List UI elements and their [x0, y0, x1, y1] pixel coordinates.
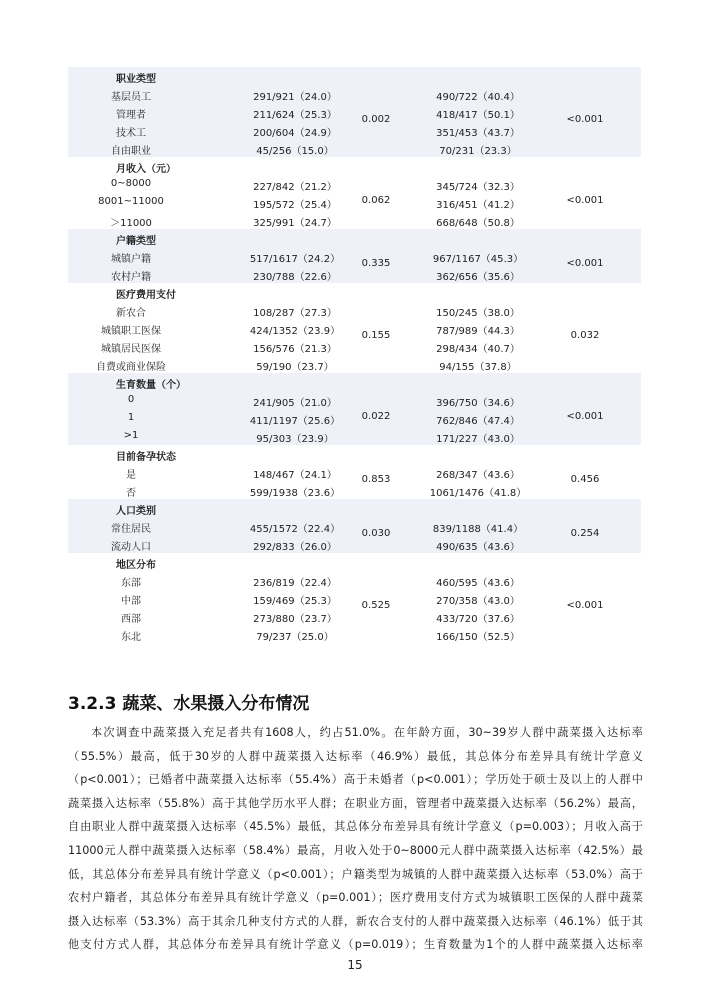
row-label: 技术工 — [116, 128, 146, 139]
row-label: 东北 — [121, 632, 141, 643]
row-label: 自费或商业保险 — [96, 362, 166, 373]
cell-ratio-2: 762/846（47.4） — [436, 416, 520, 427]
cell-ratio-1: 59/190（23.7） — [256, 362, 334, 373]
row-label: 0~8000 — [110, 178, 152, 189]
row-label: 中部 — [121, 596, 141, 607]
row-label: 是 — [126, 470, 136, 481]
group-title: 人口类别 — [116, 506, 156, 517]
p-value-1: 0.335 — [361, 258, 391, 269]
group-title: 地区分布 — [116, 560, 156, 571]
row-label: 农村户籍 — [111, 272, 151, 283]
cell-ratio-2: 150/245（38.0） — [436, 308, 520, 319]
cell-ratio-1: 325/991（24.7） — [253, 218, 337, 229]
row-label: 管理者 — [116, 110, 146, 121]
table-row — [68, 301, 641, 319]
table-row — [68, 175, 641, 193]
p-value-2: 0.032 — [570, 330, 600, 341]
paragraph-line: 低，其总体分布差异具有统计学意义（p<0.001）；户籍类型为城镇的人群中蔬菜摄入达标率（53.0%）高于 — [68, 867, 643, 881]
group-title: 生育数量（个） — [116, 380, 186, 391]
row-label: 流动人口 — [111, 542, 151, 553]
row-label: 基层员工 — [111, 92, 151, 103]
table-group — [68, 157, 641, 229]
cell-ratio-1: 45/256（15.0） — [256, 146, 334, 157]
paragraph-line: （p<0.001）；已婚者中蔬菜摄入达标率（55.4%）高于未婚者（p<0.001）；学历处于硕士及以上的人群中 — [68, 773, 643, 787]
table-group — [68, 373, 641, 445]
cell-ratio-2: 70/231（23.3） — [439, 146, 517, 157]
cell-ratio-1: 108/287（27.3） — [253, 308, 337, 319]
row-label: 东部 — [121, 578, 141, 589]
table-group — [68, 445, 641, 499]
p-value-2: <0.001 — [566, 411, 604, 422]
row-label: 城镇居民医保 — [101, 344, 161, 355]
cell-ratio-2: 967/1167（45.3） — [432, 254, 524, 265]
p-value-2: <0.001 — [566, 600, 604, 611]
group-title: 户籍类型 — [116, 236, 156, 247]
table-row — [68, 139, 641, 157]
row-label: 0 — [127, 394, 135, 405]
paragraph-line: 蔬菜摄入达标率（55.8%）高于其他学历水平人群；在职业方面，管理者中蔬菜摄入达标率（56.2%）最高， — [68, 796, 643, 810]
cell-ratio-1: 227/842（21.2） — [253, 182, 337, 193]
table-row — [68, 211, 641, 229]
cell-ratio-1: 200/604（24.9） — [253, 128, 337, 139]
row-label: >1 — [123, 430, 139, 441]
cell-ratio-2: 94/155（37.8） — [439, 362, 517, 373]
page-number: 15 — [347, 958, 363, 972]
p-value-1: 0.062 — [361, 195, 391, 206]
p-value-1: 0.853 — [361, 474, 391, 485]
cell-ratio-2: 839/1188（41.4） — [432, 524, 524, 535]
cell-ratio-2: 1061/1476（41.8） — [429, 488, 527, 499]
cell-ratio-2: 460/595（43.6） — [436, 578, 520, 589]
paragraph-line: 农村户籍者，其总体分布差异具有统计学意义（p=0.001）；医疗费用支付方式为城镇职工医保的人群中蔬菜 — [68, 891, 643, 905]
cell-ratio-2: 298/434（40.7） — [436, 344, 520, 355]
cell-ratio-2: 418/417（50.1） — [436, 110, 520, 121]
row-label: ＞11000 — [110, 218, 152, 229]
paragraph-line: 摄入达标率（53.3%）高于其余几种支付方式的人群，新农合支付的人群中蔬菜摄入达标率（46.1%）低于其 — [68, 914, 643, 928]
cell-ratio-2: 351/453（43.7） — [436, 128, 520, 139]
cell-ratio-1: 455/1572（22.4） — [249, 524, 341, 535]
cell-ratio-1: 599/1938（23.6） — [249, 488, 341, 499]
cell-ratio-1: 159/469（25.3） — [253, 596, 337, 607]
cell-ratio-1: 424/1352（23.9） — [249, 326, 341, 337]
p-value-2: <0.001 — [566, 258, 604, 269]
row-label: 常住居民 — [111, 524, 151, 535]
group-title: 目前备孕状态 — [116, 452, 176, 463]
cell-ratio-1: 241/905（21.0） — [253, 398, 337, 409]
table-row — [68, 355, 641, 373]
cell-ratio-1: 236/819（22.4） — [253, 578, 337, 589]
table-row — [68, 571, 641, 589]
cell-ratio-1: 156/576（21.3） — [253, 344, 337, 355]
cell-ratio-2: 787/989（44.3） — [436, 326, 520, 337]
p-value-2: 0.254 — [570, 528, 600, 539]
group-title: 职业类型 — [116, 74, 156, 85]
row-label: 自由职业 — [111, 146, 151, 157]
cell-ratio-1: 230/788（22.6） — [253, 272, 337, 283]
cell-ratio-1: 148/467（24.1） — [253, 470, 337, 481]
paragraph-line: （55.5%）最高，低于30岁的人群中蔬菜摄入达标率（46.9%）最低，其总体分布差异具有统计学意义 — [68, 749, 643, 763]
cell-ratio-1: 79/237（25.0） — [256, 632, 334, 643]
paragraph-line: 自由职业人群中蔬菜摄入达标率（45.5%）最低，其总体分布差异具有统计学意义（p=0.003）；月收入高于 — [68, 820, 643, 834]
table-group — [68, 499, 641, 553]
cell-ratio-1: 195/572（25.4） — [253, 200, 337, 211]
cell-ratio-1: 95/303（23.9） — [256, 434, 334, 445]
paragraph-line: 11000元人群中蔬菜摄入达标率（58.4%）最高，月收入处于0~8000元人群中蔬菜摄入达标率（42.5%）最 — [68, 843, 643, 857]
table-row — [68, 85, 641, 103]
row-label: 城镇职工医保 — [101, 326, 161, 337]
table-group — [68, 283, 641, 373]
cell-ratio-2: 396/750（34.6） — [436, 398, 520, 409]
paragraph-line: 本次调查中蔬菜摄入充足者共有1608人，约占51.0%。在年龄方面，30~39岁人群中蔬菜摄入达标率 — [91, 726, 643, 739]
table-group — [68, 553, 641, 643]
cell-ratio-2: 490/635（43.6） — [436, 542, 520, 553]
row-label: 8001~11000 — [98, 196, 164, 207]
table-group — [68, 229, 641, 283]
body-paragraph — [68, 721, 643, 957]
cell-ratio-1: 273/880（23.7） — [253, 614, 337, 625]
row-label: 西部 — [121, 614, 141, 625]
table-row — [68, 391, 641, 409]
cell-ratio-2: 270/358（43.0） — [436, 596, 520, 607]
group-title: 医疗费用支付 — [116, 290, 176, 301]
cell-ratio-1: 211/624（25.3） — [253, 110, 337, 121]
cell-ratio-1: 291/921（24.0） — [253, 92, 337, 103]
cell-ratio-2: 433/720（37.6） — [436, 614, 520, 625]
cell-ratio-2: 668/648（50.8） — [436, 218, 520, 229]
p-value-1: 0.525 — [361, 600, 391, 611]
table-group — [68, 67, 641, 157]
row-label: 1 — [127, 412, 135, 423]
cell-ratio-1: 292/833（26.0） — [253, 542, 337, 553]
paragraph-line: 他支付方式人群，其总体分布差异具有统计学意义（p=0.019）；生育数量为1个的人群中蔬菜摄入达标率 — [68, 938, 643, 952]
cell-ratio-1: 517/1617（24.2） — [249, 254, 341, 265]
data-table — [68, 67, 641, 643]
group-title: 月收入（元） — [116, 164, 176, 175]
cell-ratio-2: 166/150（52.5） — [436, 632, 520, 643]
row-label: 否 — [126, 488, 136, 499]
p-value-2: <0.001 — [566, 114, 604, 125]
cell-ratio-2: 171/227（43.0） — [436, 434, 520, 445]
p-value-1: 0.030 — [361, 528, 391, 539]
p-value-1: 0.002 — [361, 114, 391, 125]
cell-ratio-2: 362/656（35.6） — [436, 272, 520, 283]
section-heading: 3.2.3 蔬菜、水果摄入分布情况 — [68, 694, 310, 714]
p-value-1: 0.155 — [361, 330, 391, 341]
p-value-2: 0.456 — [570, 474, 600, 485]
cell-ratio-2: 316/451（41.2） — [436, 200, 520, 211]
p-value-2: <0.001 — [566, 195, 604, 206]
cell-ratio-2: 268/347（43.6） — [436, 470, 520, 481]
cell-ratio-2: 345/724（32.3） — [436, 182, 520, 193]
cell-ratio-2: 490/722（40.4） — [436, 92, 520, 103]
row-label: 新农合 — [116, 308, 146, 319]
cell-ratio-1: 411/1197（25.6） — [249, 416, 341, 427]
table-row — [68, 625, 641, 643]
row-label: 城镇户籍 — [111, 254, 151, 265]
table-row — [68, 427, 641, 445]
p-value-1: 0.022 — [361, 411, 391, 422]
